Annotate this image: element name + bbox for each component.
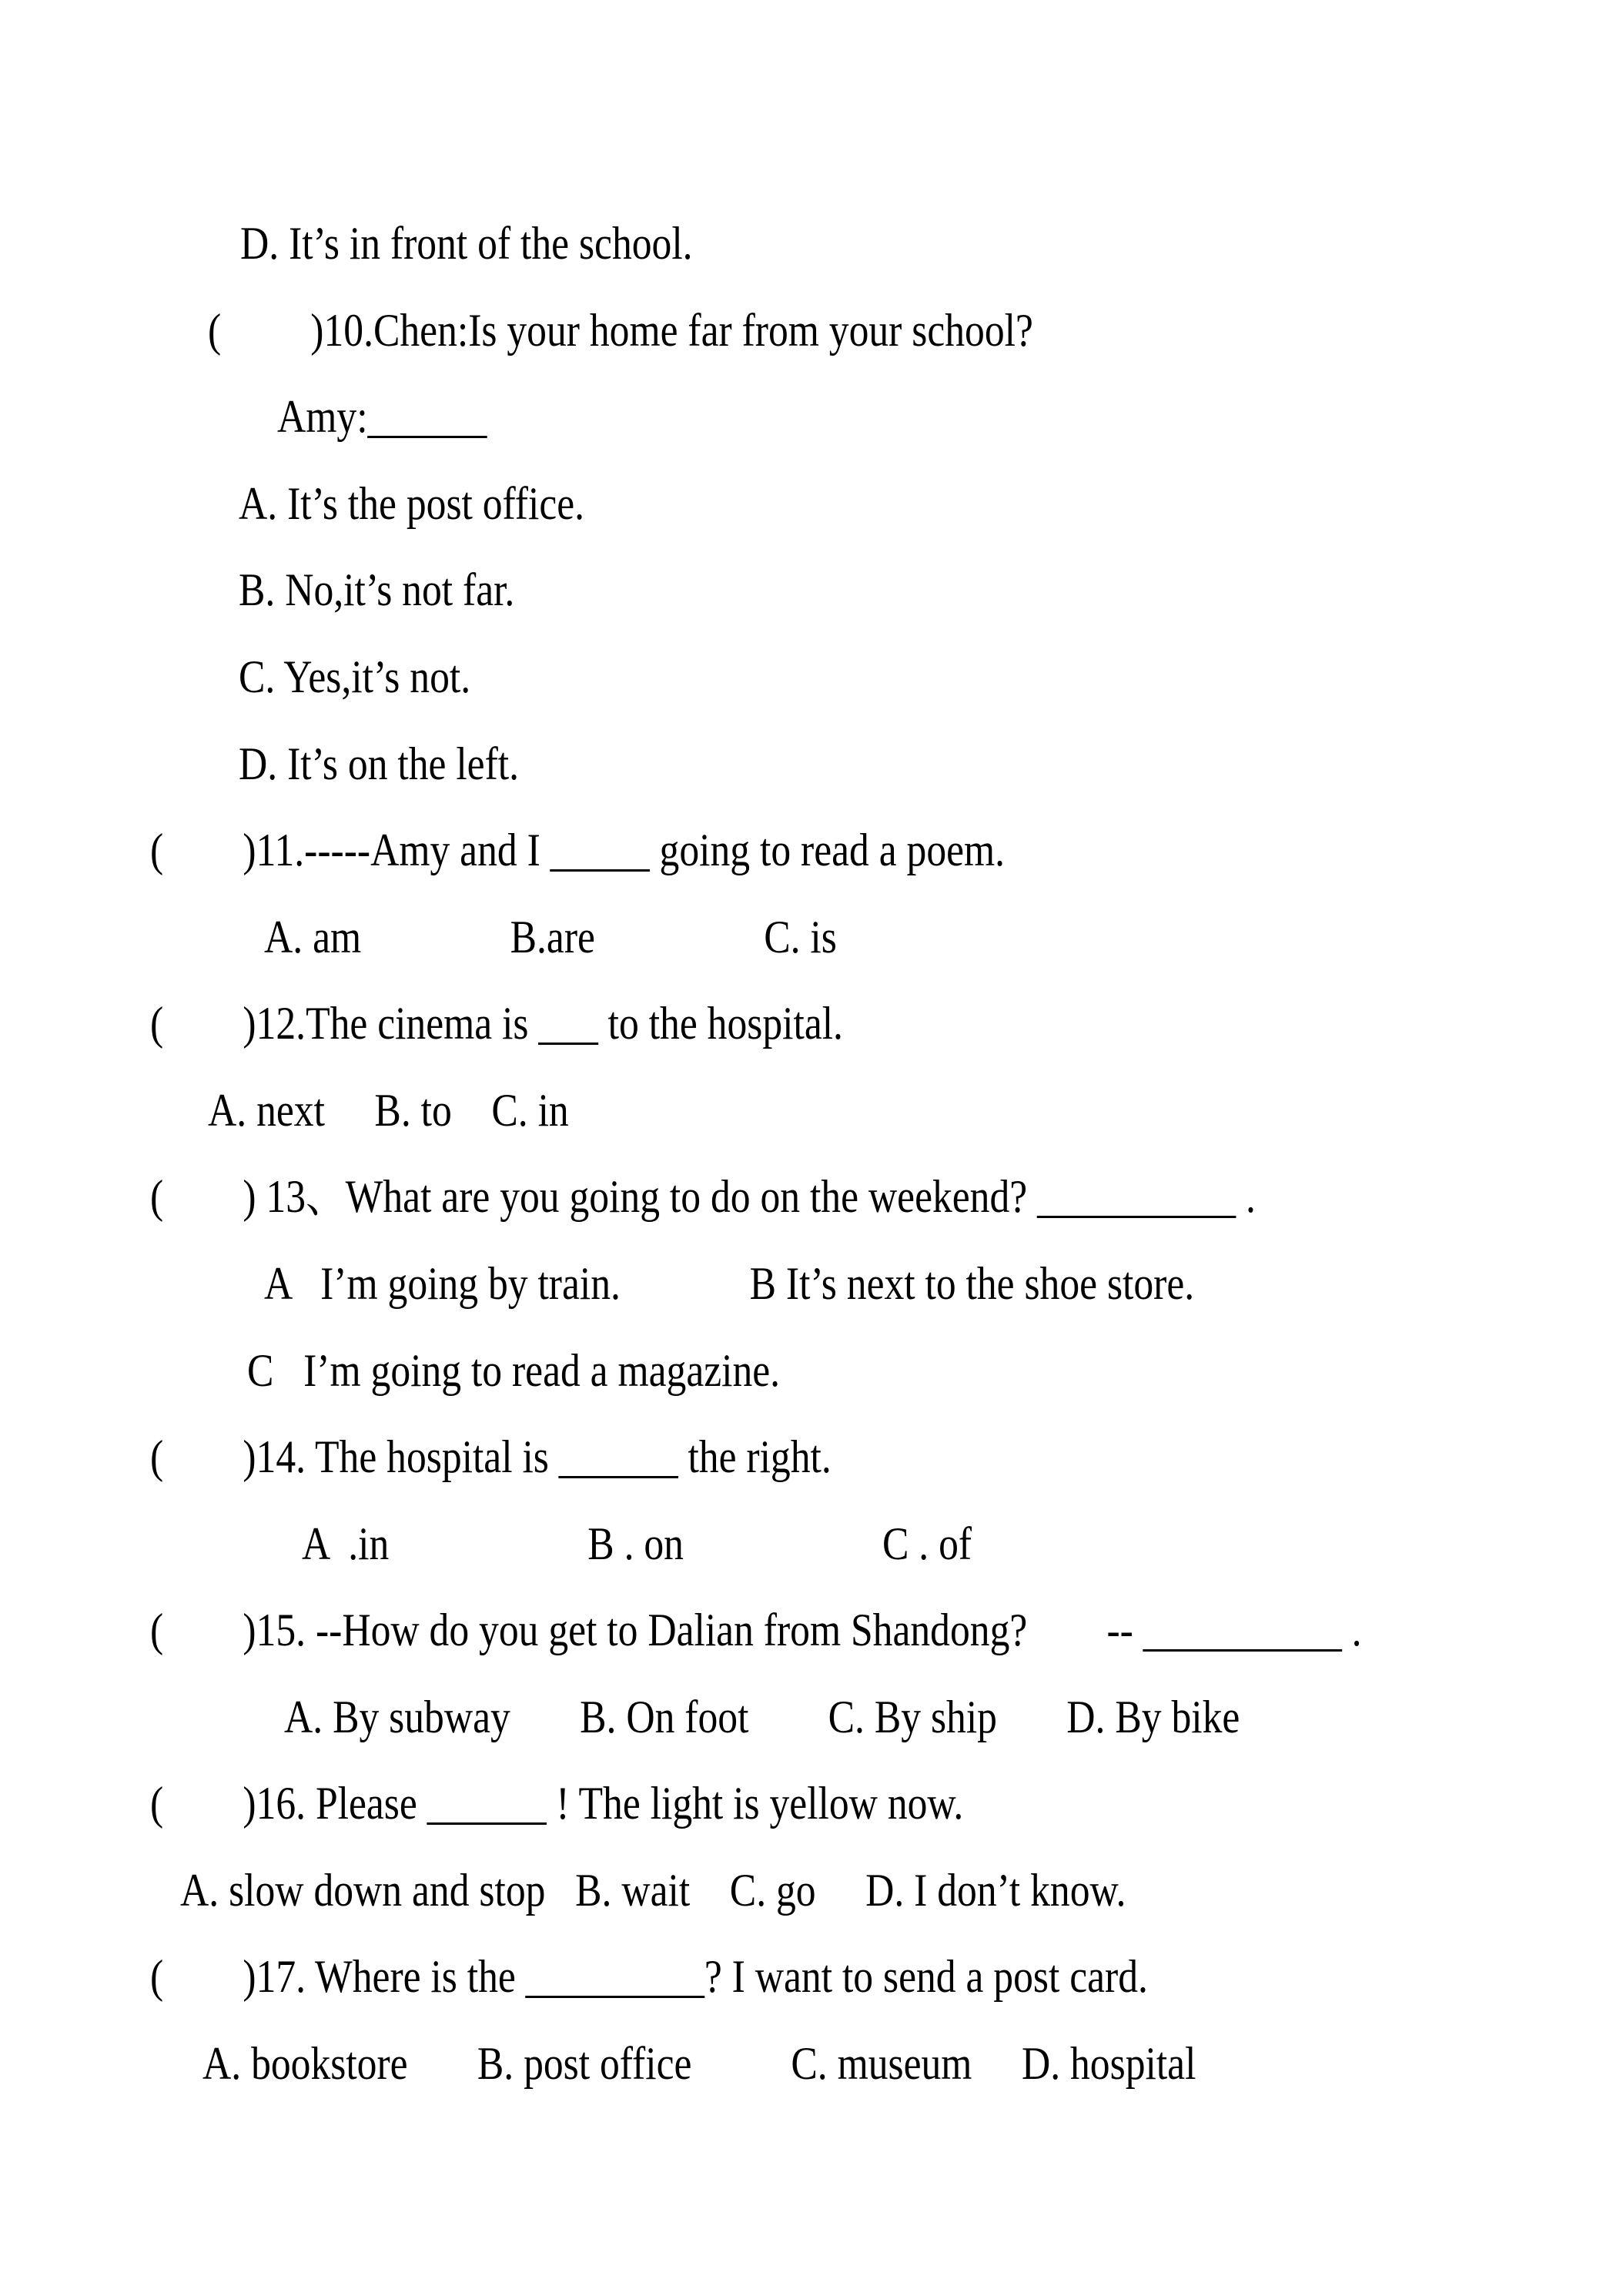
question-13: ( ) 13、What are you going to do on the weekend? __________ . xyxy=(150,1171,1256,1222)
question-17: ( )17. Where is the _________? I want to send a post card. xyxy=(150,1951,1148,2002)
question-16: ( )16. Please ______ ! The light is yellow now. xyxy=(150,1778,964,1829)
question-14: ( )14. The hospital is ______ the right. xyxy=(150,1431,832,1482)
question-16-options: A. slow down and stop B. wait C. go D. I don’t know. xyxy=(180,1865,1126,1916)
question-10-option-c: C. Yes,it’s not. xyxy=(239,651,471,702)
question-11-options: A. am B.are C. is xyxy=(264,912,837,962)
question-14-options: A .in B . on C . of xyxy=(302,1518,972,1569)
question-13-options-ab: A I’m going by train. B It’s next to the shoe store. xyxy=(264,1258,1195,1309)
question-15: ( )15. --How do you get to Dalian from Shandong? -- __________ . xyxy=(150,1605,1362,1655)
question-10-option-a: A. It’s the post office. xyxy=(239,478,585,529)
question-12: ( )12.The cinema is ___ to the hospital. xyxy=(150,998,843,1049)
prev-question-option-d: D. It’s in front of the school. xyxy=(240,218,693,269)
question-10-option-b: B. No,it’s not far. xyxy=(239,564,515,615)
question-10: ( )10.Chen:Is your home far from your school? xyxy=(208,305,1033,356)
question-17-options: A. bookstore B. post office C. museum D. hospital xyxy=(202,2038,1196,2089)
question-10-amy-blank: Amy:______ xyxy=(277,391,487,442)
question-13-option-c: C I’m going to read a magazine. xyxy=(247,1345,781,1396)
question-12-options: A. next B. to C. in xyxy=(208,1085,569,1136)
question-11: ( )11.-----Amy and I _____ going to read a poem. xyxy=(150,825,1006,875)
question-10-option-d: D. It’s on the left. xyxy=(239,738,520,789)
question-15-options: A. By subway B. On foot C. By ship D. By bike xyxy=(284,1692,1240,1742)
